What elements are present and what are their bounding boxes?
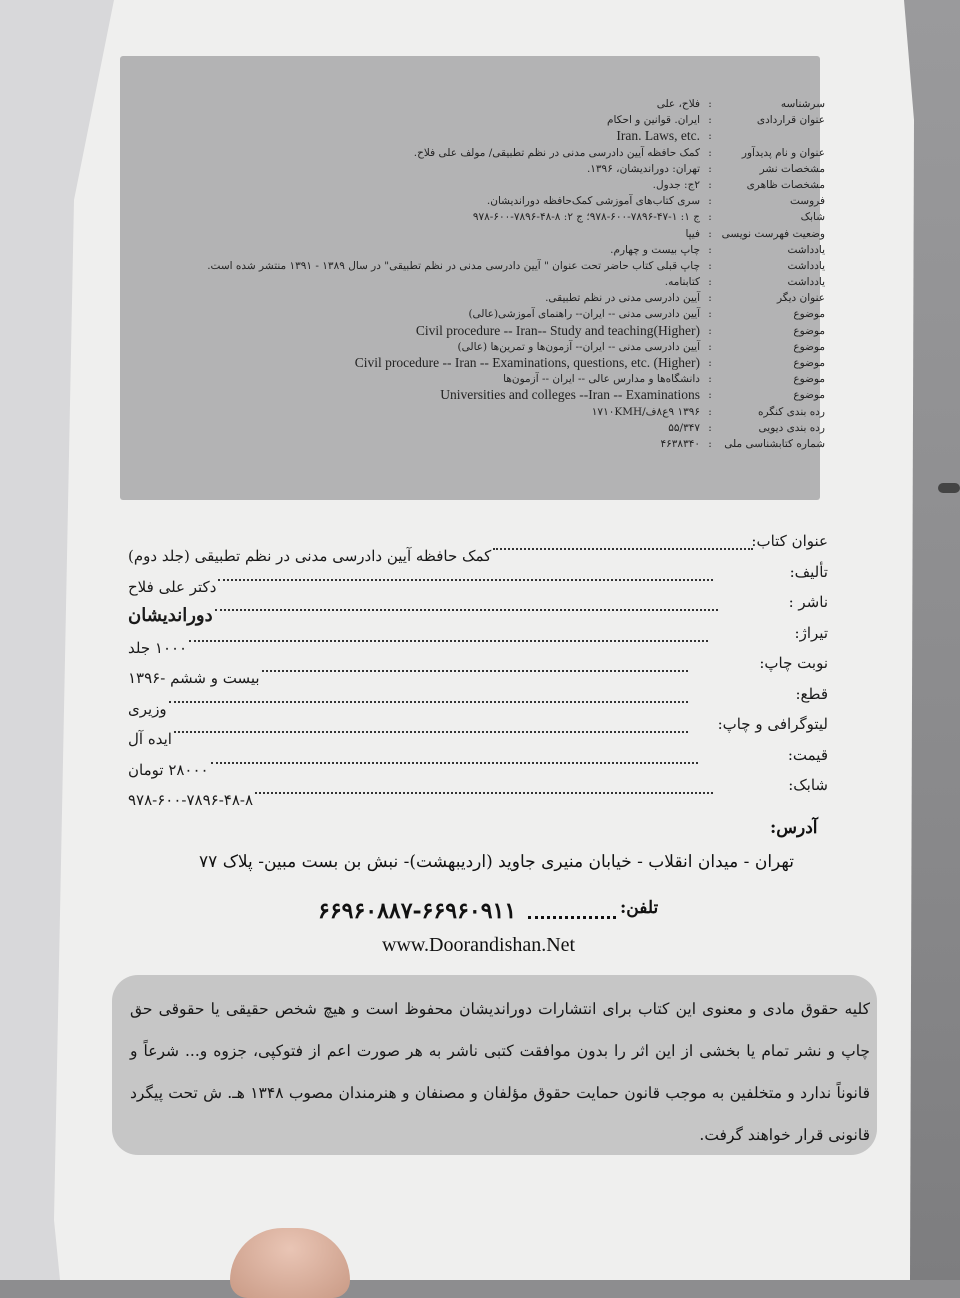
cip-label: موضوع bbox=[793, 389, 825, 402]
cip-row bbox=[120, 274, 825, 290]
cip-colon: : bbox=[708, 130, 712, 143]
cip-label: عنوان قراردادی bbox=[756, 114, 825, 127]
detail-dots bbox=[493, 548, 753, 550]
cip-colon: : bbox=[708, 146, 712, 159]
detail-label: نوبت چاپ: bbox=[759, 654, 828, 672]
cip-colon: : bbox=[708, 162, 712, 175]
cip-value: ۴۶۳۸۳۴۰ bbox=[660, 437, 700, 450]
cip-row bbox=[120, 193, 825, 209]
cip-colon: : bbox=[708, 389, 712, 402]
cip-value: Iran. Laws, etc. bbox=[616, 128, 700, 144]
cip-colon: : bbox=[708, 276, 712, 289]
cip-colon: : bbox=[708, 292, 712, 305]
cip-row bbox=[120, 177, 825, 193]
detail-dots bbox=[169, 701, 688, 703]
detail-row bbox=[118, 563, 828, 594]
cip-colon: : bbox=[708, 421, 712, 434]
cip-label: یادداشت bbox=[787, 276, 825, 289]
phone-value: ۶۶۹۶۰۸۸۷-۶۶۹۶۰۹۱۱ bbox=[318, 898, 517, 924]
detail-value: دکتر علی فلاح bbox=[128, 577, 217, 596]
cip-row bbox=[120, 355, 825, 371]
cip-label: شماره کتابشناسی ملی bbox=[724, 437, 825, 450]
cip-row bbox=[120, 226, 825, 242]
cip-colon: : bbox=[708, 98, 712, 110]
cip-label: عنوان دیگر bbox=[776, 292, 825, 305]
cip-label: یادداشت bbox=[787, 243, 825, 256]
detail-row bbox=[118, 532, 828, 563]
detail-label: تألیف: bbox=[789, 562, 828, 581]
detail-label: تیراژ: bbox=[794, 623, 828, 642]
cip-colon: : bbox=[708, 340, 712, 353]
cip-label: یادداشت bbox=[787, 259, 825, 272]
detail-label: عنوان کتاب: bbox=[751, 532, 828, 550]
cip-value: چاپ بیست و چهارم. bbox=[610, 243, 700, 256]
cip-row bbox=[120, 371, 825, 387]
cip-label: فروست bbox=[790, 195, 825, 208]
detail-value: بیست و ششم -۱۳۹۶ bbox=[128, 669, 260, 687]
cip-colon: : bbox=[708, 437, 712, 450]
cip-record bbox=[120, 96, 825, 452]
cip-row bbox=[120, 209, 825, 225]
cip-label: وضعیت فهرست نویسی bbox=[721, 227, 825, 240]
detail-row bbox=[118, 654, 828, 685]
clip-pin bbox=[938, 483, 960, 493]
cip-label: موضوع bbox=[793, 340, 825, 353]
detail-row bbox=[118, 776, 828, 807]
detail-value: ۹۷۸-۶۰۰-۷۸۹۶-۴۸-۸ bbox=[128, 791, 254, 809]
cip-colon: : bbox=[708, 308, 712, 321]
cip-value: آیین دادرسی مدنی -- ایران-- راهنمای آموزشی(عالی) bbox=[468, 308, 700, 321]
website-link: www.Doorandishan.Net bbox=[382, 934, 576, 956]
detail-dots bbox=[218, 579, 713, 581]
cip-colon: : bbox=[708, 195, 712, 208]
cip-value: Civil procedure -- Iran -- Examinations, questions, etc. (Higher) bbox=[354, 355, 700, 370]
cip-value: Civil procedure -- Iran-- Study and teaching(Higher) bbox=[415, 322, 700, 338]
detail-row bbox=[118, 746, 828, 777]
cip-value: سری کتاب‌های آموزشی کمک‌حافظه دوراندیشان. bbox=[486, 195, 700, 208]
detail-dots bbox=[174, 731, 688, 733]
cip-row bbox=[120, 128, 825, 144]
cip-value: ج ۱: ۱-۴۷-۷۸۹۶-۶۰۰-۹۷۸؛ ج ۲: ۸-۴۸-۷۸۹۶-۶۰۰-۹۷۸ bbox=[472, 211, 700, 224]
cip-colon: : bbox=[708, 373, 712, 386]
cip-value: ۱۳۹۶ ۹ع۸‌ف/۱۷۱۰KMH bbox=[591, 405, 700, 418]
cip-label: مشخصات ظاهری bbox=[746, 178, 825, 191]
detail-row bbox=[118, 685, 828, 716]
cip-row bbox=[120, 242, 825, 258]
cip-colon: : bbox=[708, 211, 712, 224]
cip-label: موضوع bbox=[793, 373, 825, 386]
cip-row bbox=[120, 323, 825, 339]
copyright-notice-text: کلیه حقوق مادی و معنوی این کتاب برای انتشارات دوراندیشان محفوظ است و هیچ شخص حقیقی یا حقوقی حق چاپ و نشر تمام یا بخشی از این اثر را بدون موافقت کتبی ناشر به هر صورت اعم از فتوکپی، جزوه و... شرعاً و قانوناً ندارد و متخلفین به موجب قانون حمایت حقوق مؤلفان و مصنفان و هنرمندان مصوب ۱۳۴۸ هـ. ش تحت پیگرد قانونی قرار خواهند گرفت. bbox=[130, 1000, 870, 1144]
cip-row bbox=[120, 404, 825, 420]
cip-label: موضوع bbox=[793, 357, 825, 369]
detail-label: قطع: bbox=[795, 684, 828, 703]
address-title: آدرس: bbox=[770, 818, 818, 838]
detail-row bbox=[118, 593, 828, 624]
detail-label: ناشر : bbox=[788, 593, 828, 611]
detail-row bbox=[118, 715, 828, 746]
cip-colon: : bbox=[708, 178, 712, 191]
cip-colon: : bbox=[708, 114, 712, 127]
cip-value: کتابنامه. bbox=[664, 276, 700, 289]
cip-colon: : bbox=[708, 227, 712, 240]
phone-dots bbox=[528, 916, 616, 919]
address-text: تهران - میدان انقلاب - خیابان منیری جاوید (اردیبهشت)- نبش بن بست مبین- پلاک ۷۷ bbox=[199, 852, 794, 872]
detail-value: وزیری bbox=[128, 699, 167, 718]
cip-row bbox=[120, 290, 825, 306]
detail-dots bbox=[262, 670, 688, 672]
cip-value: دانشگاه‌ها و مدارس عالی -- ایران -- آزمون‌ها bbox=[503, 373, 700, 386]
detail-label: شابک: bbox=[788, 776, 828, 794]
detail-row bbox=[118, 624, 828, 655]
cip-colon: : bbox=[708, 259, 712, 272]
cip-row bbox=[120, 145, 825, 161]
detail-value: ۲۸۰۰۰ تومان bbox=[128, 760, 209, 779]
cip-label: مشخصات نشر bbox=[759, 162, 825, 175]
cip-label: موضوع bbox=[793, 324, 825, 337]
cip-colon: : bbox=[708, 357, 712, 369]
detail-label: قیمت: bbox=[787, 745, 828, 764]
cip-value: کمک حافظه آیین دادرسی مدنی در نظم تطبیقی/ مولف علی فلاح. bbox=[413, 146, 700, 159]
detail-value: دوراندیشان bbox=[128, 605, 213, 626]
cip-label: عنوان و نام پدیدآور bbox=[741, 146, 825, 159]
cip-colon: : bbox=[708, 405, 712, 418]
book-details bbox=[118, 532, 828, 807]
cip-label: شابک bbox=[800, 211, 825, 224]
cip-value: ۲ج: جدول. bbox=[652, 178, 700, 191]
cip-row bbox=[120, 420, 825, 436]
cip-value: Universities and colleges --Iran -- Examinations bbox=[440, 387, 700, 403]
detail-dots bbox=[189, 640, 708, 642]
cip-row bbox=[120, 306, 825, 322]
cip-row bbox=[120, 339, 825, 355]
cip-row bbox=[120, 96, 825, 112]
cip-value: ۵۵/۳۴۷ bbox=[668, 421, 700, 434]
detail-dots bbox=[255, 792, 713, 794]
cip-value: چاپ قبلی کتاب حاضر تحت عنوان " آیین دادرسی مدنی در نظم تطبیقی" در سال ۱۳۸۹ - ۱۳۹۱ منتشر شده است. bbox=[207, 259, 700, 272]
cip-label: رده بندی دیویی bbox=[758, 421, 825, 434]
cip-value: ایران. قوانین و احکام bbox=[606, 114, 700, 127]
detail-label: لیتوگرافی و چاپ: bbox=[717, 715, 828, 733]
cip-row bbox=[120, 387, 825, 403]
phone-label: تلفن: bbox=[620, 898, 659, 918]
detail-value: کمک حافظه آیین دادرسی مدنی در نظم تطبیقی (جلد دوم) bbox=[128, 547, 492, 565]
cip-label: موضوع bbox=[793, 308, 825, 321]
detail-dots bbox=[215, 609, 718, 611]
cip-row bbox=[120, 436, 825, 452]
detail-value: ۱۰۰۰ جلد bbox=[128, 638, 188, 657]
cip-colon: : bbox=[708, 324, 712, 337]
cip-value: فلاح، علی bbox=[656, 98, 700, 110]
cip-value: فیپا bbox=[685, 227, 700, 240]
cip-value: آیین دادرسی مدنی -- ایران-- آزمون‌ها و تمرین‌ها (عالی) bbox=[457, 340, 700, 353]
cip-row bbox=[120, 112, 825, 128]
cip-row bbox=[120, 161, 825, 177]
cip-row bbox=[120, 258, 825, 274]
cip-value: تهران: دوراندیشان، ۱۳۹۶. bbox=[586, 162, 700, 175]
cip-colon: : bbox=[708, 243, 712, 256]
cip-value: آیین دادرسی مدنی در نظم تطبیقی. bbox=[545, 292, 700, 305]
cip-label: رده بندی کنگره bbox=[757, 405, 825, 418]
detail-value: ایده آل bbox=[128, 730, 172, 748]
cip-label: سرشناسه bbox=[780, 98, 825, 110]
detail-dots bbox=[211, 762, 698, 764]
